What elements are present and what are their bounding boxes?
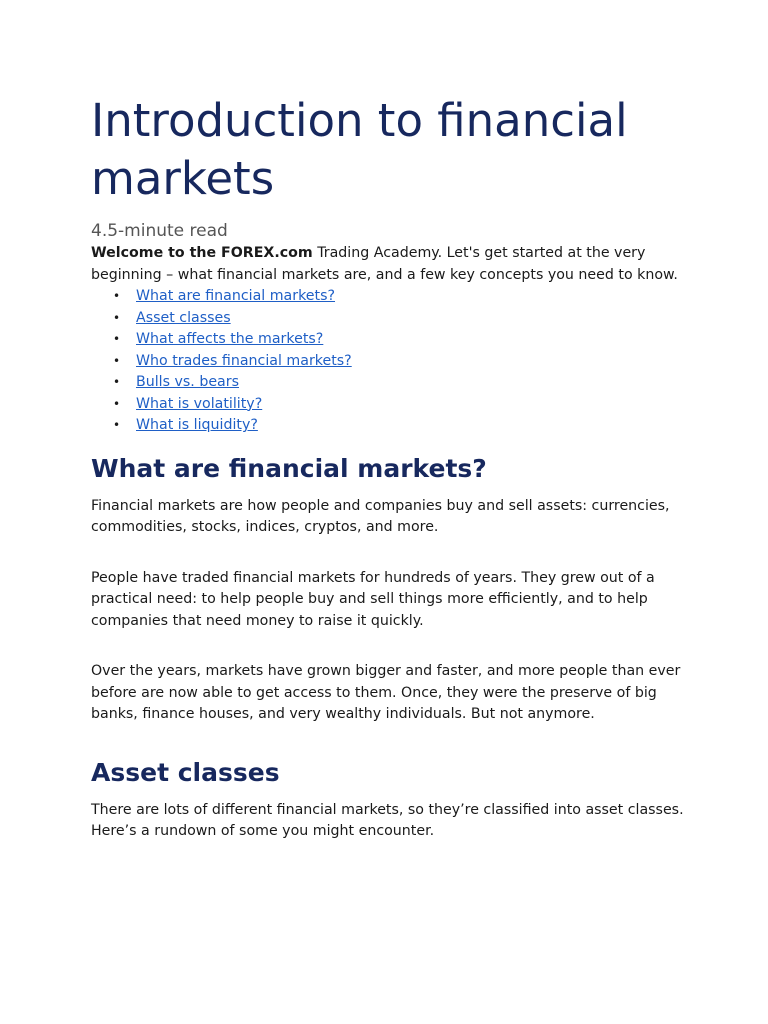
toc-link-who-trades[interactable]: Who trades financial markets? [136, 352, 352, 369]
document-content [91, 92, 691, 843]
bullet-icon: • [113, 310, 121, 325]
toc-item [113, 415, 691, 437]
toc-link-asset-classes[interactable]: Asset classes [136, 309, 231, 326]
section-paragraph: Financial markets are how people and companies buy and sell assets: currencies, commodities, stocks, indices, cryptos, and more. [91, 497, 670, 535]
section-paragraph: People have traded financial markets for hundreds of years. They grew out of a practical need: to help people buy and sell things more efficiently, and to help companies that need money to raise it quickly. [91, 569, 655, 629]
read-time: 4.5-minute read [91, 221, 228, 241]
section-paragraph: There are lots of different financial markets, so they’re classified into asset classes. Here’s a rundown of some you might encounter. [91, 801, 684, 839]
toc-link-liquidity[interactable]: What is liquidity? [136, 417, 258, 433]
intro-bold-text: Welcome to the FOREX.com [91, 245, 313, 261]
intro-paragraph [91, 243, 691, 286]
toc-item [113, 351, 691, 373]
section-heading-financial-markets: What are financial markets? [91, 453, 487, 483]
toc-link-volatility[interactable]: What is volatility? [136, 395, 263, 412]
bullet-icon: • [113, 353, 121, 368]
toc-item [113, 394, 691, 416]
toc-item [113, 329, 691, 351]
toc-link-bulls-vs-bears[interactable]: Bulls vs. bears [136, 374, 239, 390]
toc-link-financial-markets[interactable]: What are financial markets? [136, 288, 336, 304]
intro-text: Trading Academy. Let's get started at the very beginning – what financial markets are, and a few key concepts you need to know. [91, 245, 678, 283]
bullet-icon: • [113, 332, 121, 346]
section-paragraph: Over the years, markets have grown bigger and faster, and more people than ever before are now able to get access to them. Once, they were the preserve of big banks, finance houses, and very wealthy individuals. But not anymore. [91, 663, 681, 722]
toc-item [113, 372, 691, 394]
table-of-contents [91, 286, 691, 437]
bullet-icon: • [113, 289, 121, 303]
toc-item [113, 308, 691, 330]
bullet-icon: • [113, 375, 121, 389]
section-heading-asset-classes: Asset classes [91, 757, 280, 787]
toc-item [113, 286, 691, 308]
toc-link-what-affects[interactable]: What affects the markets? [136, 331, 324, 347]
bullet-icon: • [113, 396, 121, 411]
bullet-icon: • [113, 418, 121, 432]
page-title: Introduction to financial markets [91, 94, 628, 205]
